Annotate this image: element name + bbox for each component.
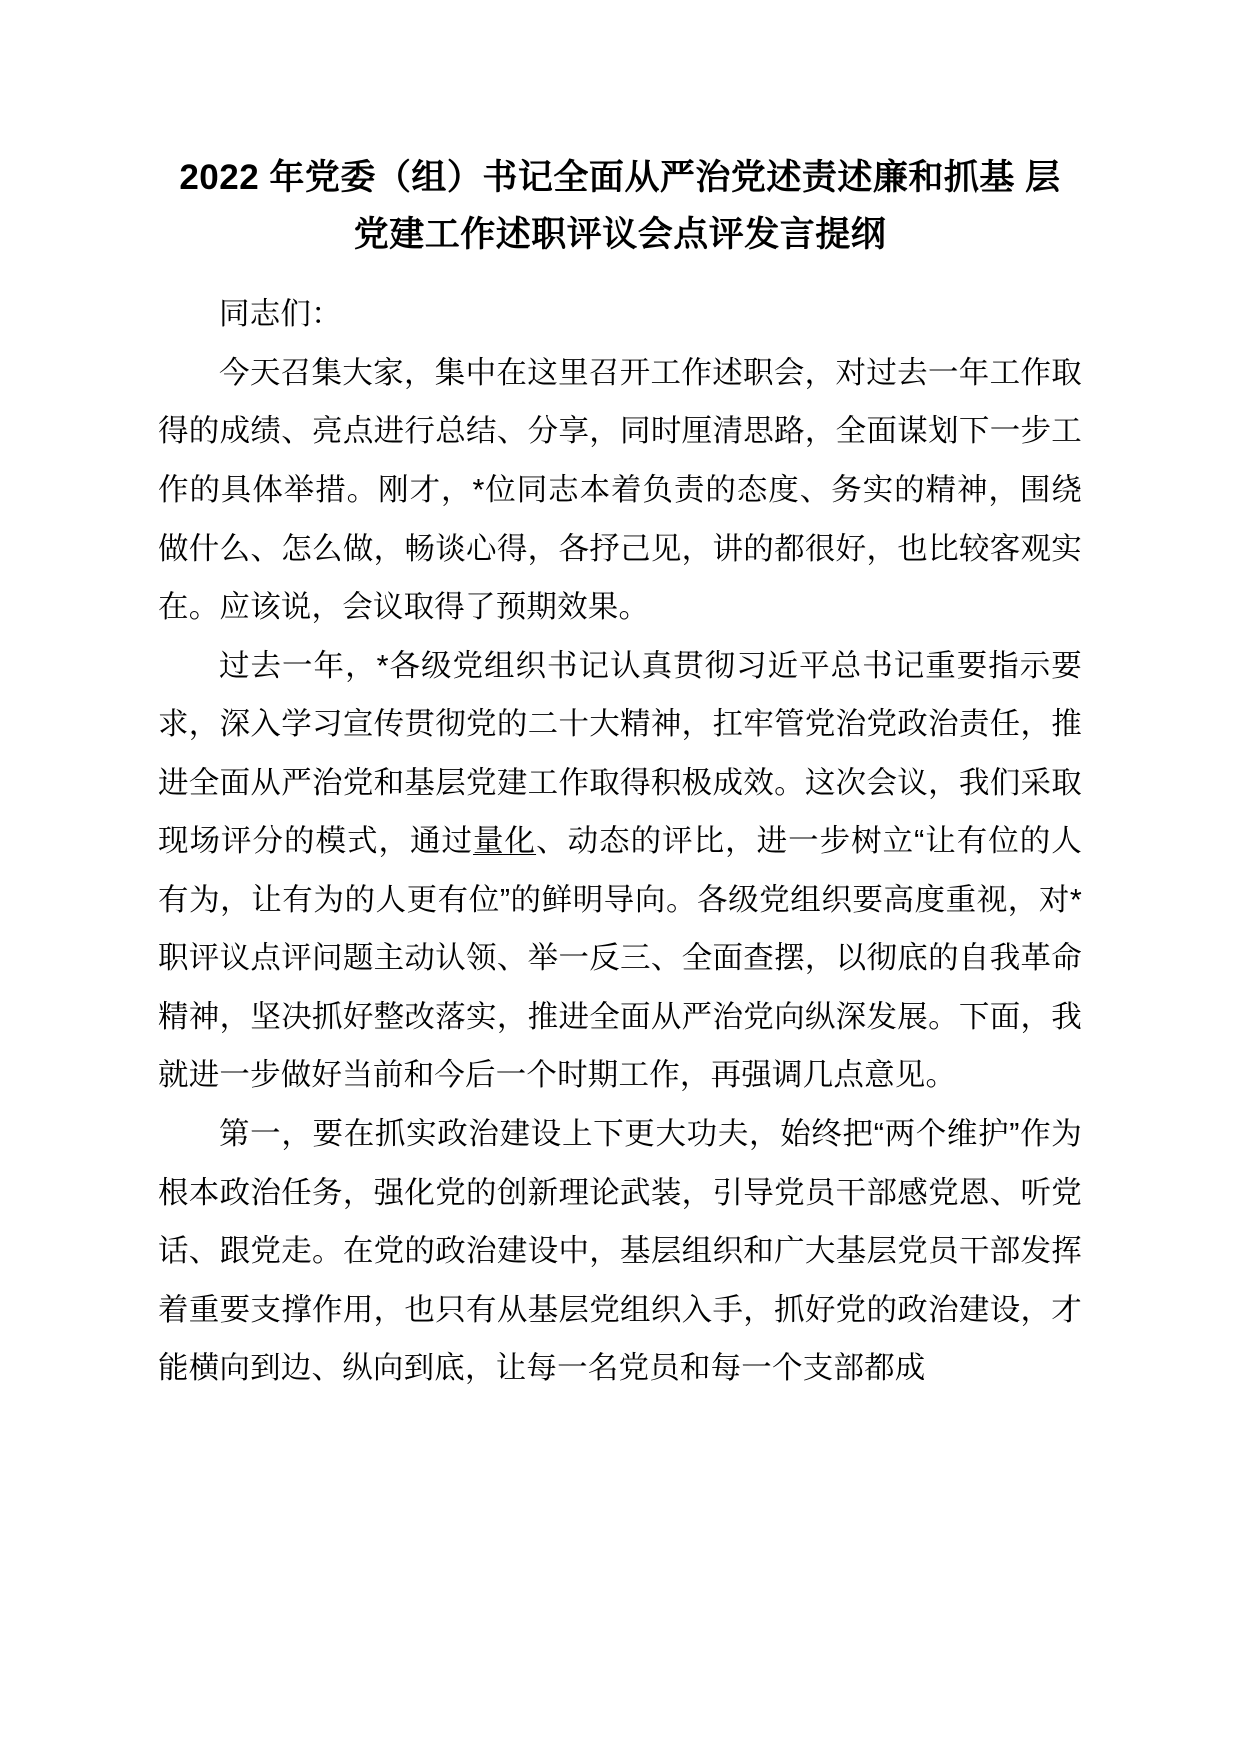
document-body xyxy=(158,285,1082,1397)
paragraph-1: 今天召集大家，集中在这里召开工作述职会，对过去一年工作取得的成绩、亮点进行总结、分享，同时厘清思路，全面谋划下一步工作的具体举措。刚才，*位同志本着负责的态度、务实的精神，围绕做什么、怎么做，畅谈心得，各抒己见，讲的都很好，也比较客观实在。应该说，会议取得了预期效果。 xyxy=(158,355,1082,625)
page-title xyxy=(158,150,1082,263)
paragraph-3: 第一，要在抓实政治建设上下更大功夫，始终把“两个维护”作为根本政治任务，强化党的创新理论武装，引导党员干部感党恩、听党话、跟党走。在党的政治建设中，基层组织和广大基层党员干部发挥着重要支撑作用，也只有从基层党组织入手，抓好党的政治建设，才能横向到边、纵向到底，让每一名党员和每一个支部都成 xyxy=(158,1117,1082,1386)
salutation: 同志们： xyxy=(219,297,342,332)
page-title-line-2: 层党建工作述职评议会点评发言提纲 xyxy=(353,158,1061,254)
paragraph-2-tail: 、动态的评比，进一步树立“让有位的人有为，让有为的人更有位”的鲜明导向。各级党组织要高度重视，对*职评议点评问题主动认领、举一反三、全面查摆，以彻底的自我革命精神，坚决抓好整改落实，推进全面从严治党向纵深发展。下面，我就进一步做好当前和今后一个时期工作，再强调几点意见。 xyxy=(158,824,1082,1093)
page-title-line-1: 2022 年党委（组）书记全面从严治党述责述廉和抓基 xyxy=(179,158,1015,197)
paragraph-2 xyxy=(158,637,1082,1105)
paragraph-2-head: 过去一年，*各级党组织书记认真贯彻习近平总书记重要指示要求，深入学习宣传贯彻党的二十大精神，扛牢管党治党政治责任，推进全面从严治党和基层党建工作取得积极成效。这次会议，我们采取现场评分的模式，通过 xyxy=(158,648,1082,859)
paragraph-2-underlined-term: 量化 xyxy=(473,824,537,859)
